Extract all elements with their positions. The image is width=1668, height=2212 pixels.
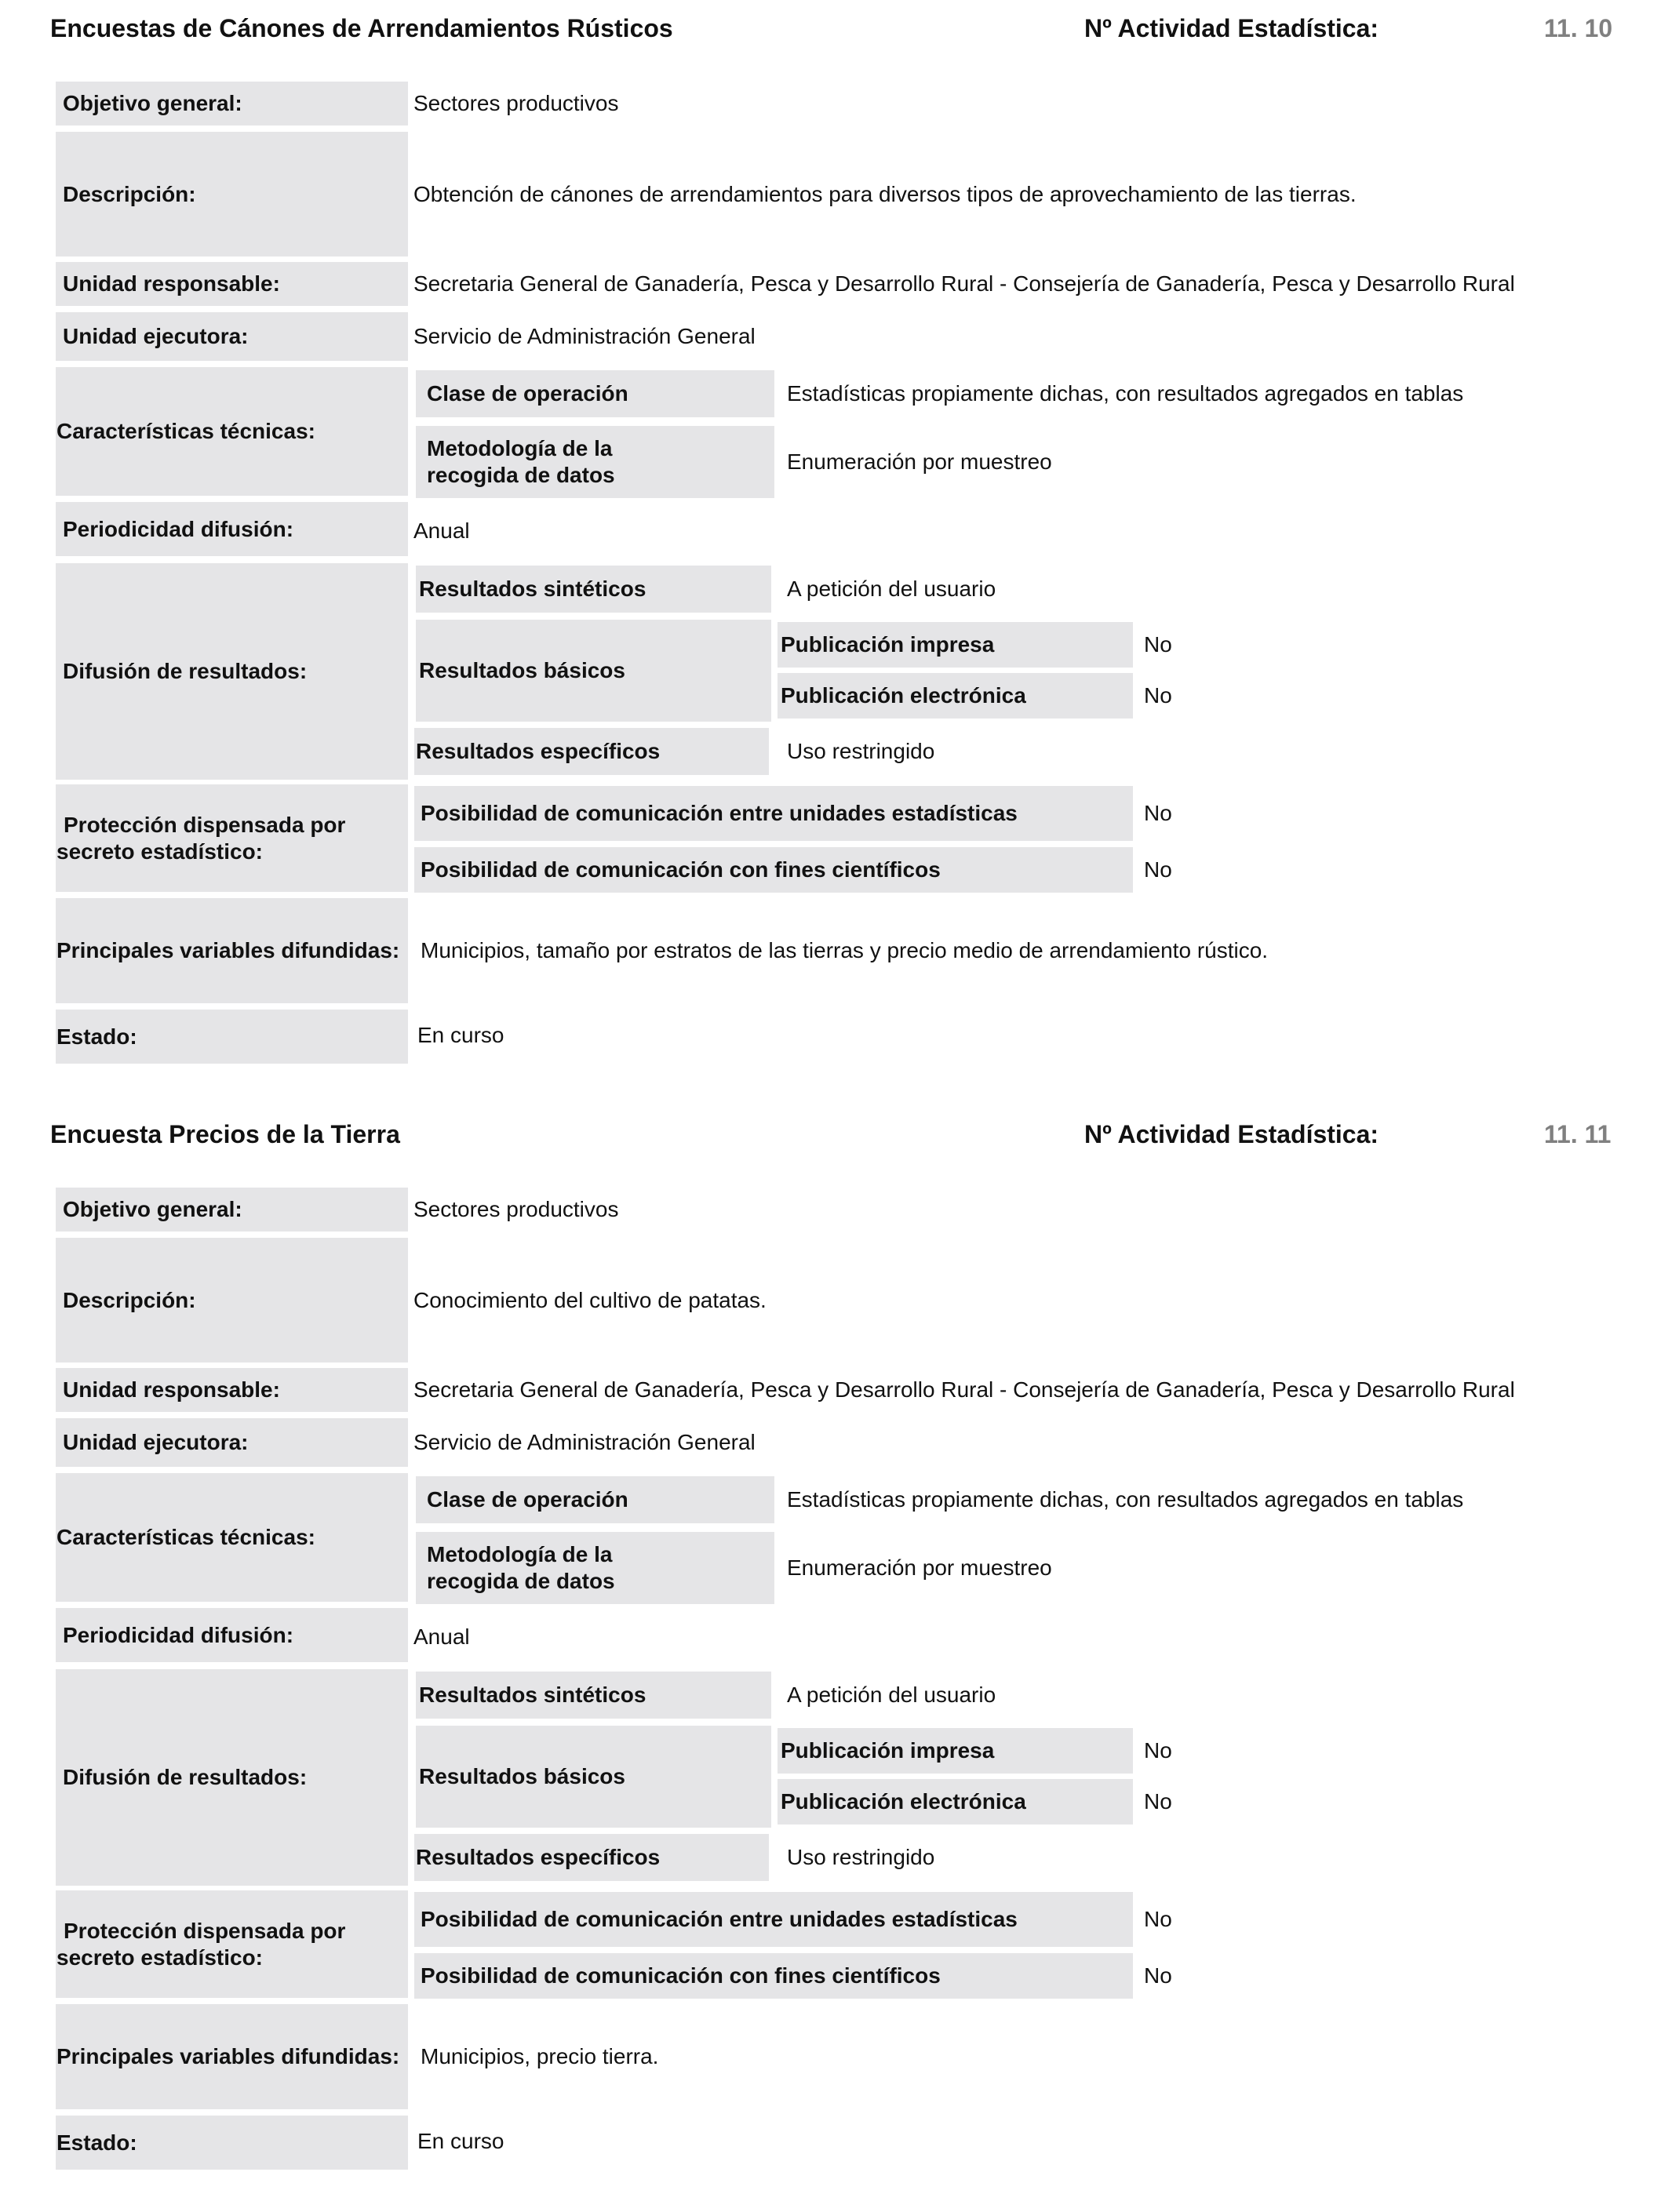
variables-label: Principales variables difundidas: — [56, 898, 408, 1003]
metodologia-value: Enumeración por muestreo — [787, 1555, 1052, 1580]
periodicidad-value: Anual — [413, 518, 470, 543]
metodologia-label-line-2: recogida de datos — [427, 463, 615, 487]
descripcion-value: Conocimiento del cultivo de patatas. — [413, 1287, 767, 1312]
electronica-value: No — [1144, 683, 1172, 708]
basicos-label: Resultados básicos — [416, 1726, 771, 1828]
clase-operacion-value: Estadísticas propiamente dichas, con resultados agregados en tablas — [787, 381, 1464, 406]
sinteticos-label: Resultados sintéticos — [416, 566, 771, 613]
clase-operacion-label: Clase de operación — [416, 1476, 774, 1523]
estado-label: Estado: — [56, 2116, 408, 2170]
sinteticos-label: Resultados sintéticos — [416, 1672, 771, 1719]
unidad-ejecutora-value: Servicio de Administración General — [413, 1430, 756, 1454]
metodologia-label-line-1: Metodología de la — [427, 1542, 613, 1567]
objetivo-value: Sectores productivos — [413, 1197, 619, 1221]
unidad-responsable-value: Secretaria General de Ganadería, Pesca y Desarrollo Rural - Consejería de Ganadería, Pesca y Desarrollo Rural — [413, 1377, 1515, 1402]
impresa-value: No — [1144, 1738, 1172, 1763]
impresa-value: No — [1144, 632, 1172, 657]
comunicacion-cientificos-label: Posibilidad de comunicación con fines científicos — [414, 1953, 1133, 1999]
unidad-ejecutora-label: Unidad ejecutora: — [56, 1418, 408, 1467]
activity-number-label: Nº Actividad Estadística: — [1084, 1120, 1379, 1148]
activity-number: 11. 10 — [1544, 14, 1613, 42]
metodologia-label — [416, 426, 774, 498]
caracteristicas-label: Características técnicas: — [56, 1473, 408, 1602]
objetivo-label: Objetivo general: — [56, 1188, 408, 1232]
especificos-label: Resultados específicos — [414, 1834, 769, 1881]
difusion-label: Difusión de resultados: — [56, 563, 408, 780]
proteccion-label-line-2: secreto estadístico: — [56, 1945, 263, 1970]
variables-value: Municipios, precio tierra. — [421, 2044, 659, 2068]
comunicacion-unidades-value: No — [1144, 1907, 1172, 1931]
estado-label: Estado: — [56, 1010, 408, 1064]
metodologia-label-line-1: Metodología de la — [427, 436, 613, 461]
especificos-label: Resultados específicos — [414, 728, 769, 775]
caracteristicas-label: Características técnicas: — [56, 367, 408, 496]
metodologia-value: Enumeración por muestreo — [787, 449, 1052, 474]
comunicacion-cientificos-label: Posibilidad de comunicación con fines científicos — [414, 847, 1133, 893]
periodicidad-label: Periodicidad difusión: — [56, 502, 408, 556]
objetivo-label: Objetivo general: — [56, 82, 408, 126]
unidad-responsable-value: Secretaria General de Ganadería, Pesca y Desarrollo Rural - Consejería de Ganadería, Pesca y Desarrollo Rural — [413, 271, 1515, 296]
activity-number: 11. 11 — [1544, 1120, 1612, 1148]
variables-label: Principales variables difundidas: — [56, 2004, 408, 2109]
comunicacion-unidades-label: Posibilidad de comunicación entre unidades estadísticas — [414, 1892, 1133, 1947]
periodicidad-label: Periodicidad difusión: — [56, 1608, 408, 1662]
comunicacion-unidades-value: No — [1144, 801, 1172, 825]
difusion-label: Difusión de resultados: — [56, 1669, 408, 1886]
estado-value: En curso — [417, 2129, 504, 2153]
proteccion-label — [56, 784, 408, 892]
impresa-label: Publicación impresa — [778, 622, 1133, 668]
clase-operacion-value: Estadísticas propiamente dichas, con resultados agregados en tablas — [787, 1487, 1464, 1512]
clase-operacion-label: Clase de operación — [416, 370, 774, 417]
electronica-value: No — [1144, 1789, 1172, 1814]
unidad-responsable-label: Unidad responsable: — [56, 1368, 408, 1412]
estado-value: En curso — [417, 1023, 504, 1047]
unidad-responsable-label: Unidad responsable: — [56, 262, 408, 306]
unidad-ejecutora-label: Unidad ejecutora: — [56, 312, 408, 361]
periodicidad-value: Anual — [413, 1624, 470, 1649]
activity-number-label: Nº Actividad Estadística: — [1084, 14, 1379, 42]
impresa-label: Publicación impresa — [778, 1728, 1133, 1774]
electronica-label: Publicación electrónica — [778, 1779, 1133, 1825]
proteccion-label-line-1: Protección dispensada por — [64, 1918, 346, 1943]
sinteticos-value: A petición del usuario — [787, 1683, 996, 1707]
comunicacion-cientificos-value: No — [1144, 857, 1172, 882]
unidad-ejecutora-value: Servicio de Administración General — [413, 324, 756, 348]
especificos-value: Uso restringido — [787, 1845, 935, 1869]
electronica-label: Publicación electrónica — [778, 673, 1133, 719]
descripcion-value: Obtención de cánones de arrendamientos para diversos tipos de aprovechamiento de las tierras. — [413, 181, 1357, 206]
objetivo-value: Sectores productivos — [413, 91, 619, 115]
descripcion-label: Descripción: — [56, 1238, 408, 1362]
comunicacion-cientificos-value: No — [1144, 1963, 1172, 1988]
metodologia-label — [416, 1532, 774, 1604]
section-title: Encuesta Precios de la Tierra — [50, 1120, 400, 1148]
variables-value: Municipios, tamaño por estratos de las tierras y precio medio de arrendamiento rústico. — [421, 938, 1269, 962]
basicos-label: Resultados básicos — [416, 620, 771, 722]
statistical-activity-section — [0, 1106, 1668, 2212]
descripcion-label: Descripción: — [56, 132, 408, 256]
comunicacion-unidades-label: Posibilidad de comunicación entre unidades estadísticas — [414, 786, 1133, 841]
sinteticos-value: A petición del usuario — [787, 577, 996, 601]
proteccion-label-line-2: secreto estadístico: — [56, 839, 263, 864]
proteccion-label-line-1: Protección dispensada por — [64, 812, 346, 837]
metodologia-label-line-2: recogida de datos — [427, 1569, 615, 1593]
especificos-value: Uso restringido — [787, 739, 935, 763]
proteccion-label — [56, 1890, 408, 1998]
section-title: Encuestas de Cánones de Arrendamientos Rústicos — [50, 14, 673, 42]
